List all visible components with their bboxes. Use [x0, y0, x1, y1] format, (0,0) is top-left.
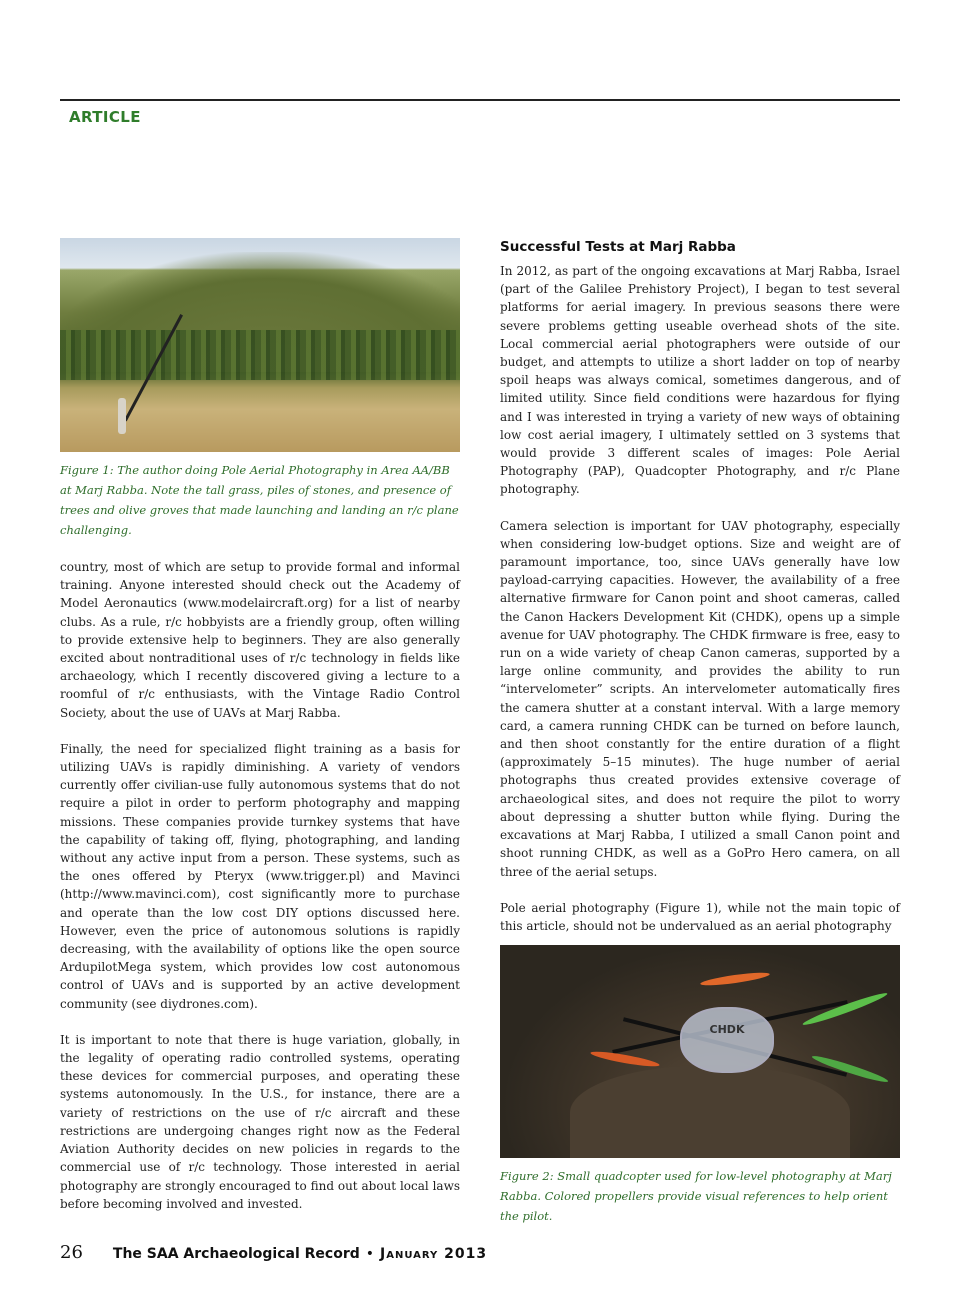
left-paragraph-1: country, most of which are setup to provide formal and informal training. Anyone interested should check out the Academy of Model Aeronautics (www.modelaircraft.org) for a list of nearby clubs. As a rule, r/c hobbyists are a friendly group, often willing to provide extensive help to beginners. They are also generally excited about nontraditional uses of r/c technology in fields like archaeology, which I recently discovered giving a lecture to a roomful of r/c enthusiasts, with the Vintage Radio Control Society, about the use of UAVs at Marj Rabba.: [60, 560, 460, 720]
right-column: [500, 238, 900, 1240]
header-rule: [60, 99, 900, 101]
left-paragraph-2: Finally, the need for specialized flight training as a basis for utilizing UAVs is rapidly diminishing. A variety of vendors currently offer civilian-use fully autonomous systems that do not require a pilot in order to perform photography and mapping missions. These companies provide turnkey systems that have the capability of taking off, flying, photographing, and landing without any active input from a person. These systems, such as the ones offered by Pteryx (www.trigger.pl) and Mavinci (http://www.mavinci.com), cost significantly more to purchase and operate than the low cost DIY options discussed here. However, even the price of autonomous solutions is rapidly decreasing, with the availability of options like the open source ArdupilotMega system, which provides low cost autonomous control of UAVs and is supported by an active development community (see diydrones.com).: [60, 741, 460, 1011]
figure-1-caption: Figure 1: The author doing Pole Aerial Photography in Area AA/BB at Marj Rabba. Note the tall grass, piles of stones, and presence of trees and olive groves that made launching and landing an r/c plane challenging.: [60, 463, 459, 537]
figure-2-caption: Figure 2: Small quadcopter used for low-level photography at Marj Rabba. Colored propellers provide visual references to help orient the pilot.: [500, 1169, 892, 1224]
figure-1-photo: [60, 238, 460, 452]
propeller-orange: [700, 970, 770, 988]
drone-body-label: CHDK: [709, 1023, 745, 1037]
rock-shape: [570, 1065, 850, 1158]
issue-date: January 2013: [380, 1246, 488, 1262]
section-heading: Successful Tests at Marj Rabba: [500, 239, 736, 255]
right-paragraph-2: Camera selection is important for UAV photography, especially when considering low-budget options. Size and weight are of paramount importance, too, since UAVs generally have low payload-carrying capacities. However, the availability of a free alternative firmware for Canon point and shoot cameras, called the Canon Hackers Development Kit (CHDK), opens up a simple avenue for UAV photography. The CHDK firmware is free, easy to run on a wide variety of cheap Canon cameras, supported by a large online community, and provides the ability to run “intervelometer” scripts. An intervelometer automatically fires the camera shutter at a constant interval. With a large memory card, a camera running CHDK can be turned on before launch, and then shoot constantly for the entire duration of a flight (approximately 5–15 minutes). The huge number of aerial photographs thus created provides extensive coverage of archaeological sites, and does not require the pilot to worry about depressing a shutter button while flying. During the excavations at Marj Rabba, I utilized a small Canon point and shoot running CHDK, as well as a GoPro Hero camera, on all three of the aerial setups.: [500, 518, 900, 879]
person-shape: [118, 398, 126, 434]
figure-2-photo: [500, 945, 900, 1158]
left-paragraph-3: It is important to note that there is huge variation, globally, in the legality of operating radio controlled systems, operating these devices for commercial purposes, and operating these systems autonomously. In the U.S., for instance, there are a variety of restrictions on the use of r/c aircraft and these restrictions are undergoing changes right now as the Federal Aviation Authority decides on new policies in regards to the commercial use of r/c technology. Those interested in aerial photography are strongly encouraged to find out about local laws before becoming involved and invested.: [60, 1032, 460, 1211]
section-label: ARTICLE: [69, 108, 141, 126]
journal-title: The SAA Archaeological Record: [112, 1246, 360, 1262]
page-number: 26: [60, 1242, 83, 1263]
olive-grove-shape: [60, 330, 460, 380]
left-column: [60, 238, 460, 1231]
right-paragraph-1: In 2012, as part of the ongoing excavations at Marj Rabba, Israel (part of the Galilee Prehistory Project), I began to test several platforms for aerial imagery. In previous seasons there were severe problems getting useable overhead shots of the site. Local commercial aerial photographers were outside of our budget, and attempts to utilize a short ladder on top of nearby spoil heaps was always comical, sometimes dangerous, and of limited utility. Since field conditions were hazardous for flying and I was interested in trying a variety of new ways of obtaining low cost aerial imagery, I ultimately settled on 3 systems that would provide 3 different scales of images: Pole Aerial Photography (PAP), Quadcopter Photography, and r/c Plane photography.: [500, 264, 900, 497]
footer-bullet: •: [365, 1246, 375, 1262]
page-footer: [60, 1242, 487, 1263]
propeller-orange: [590, 1049, 660, 1069]
drone-body: [680, 1007, 774, 1073]
right-paragraph-3: Pole aerial photography (Figure 1), while not the main topic of this article, should not be undervalued as an aerial photography: [500, 900, 900, 933]
